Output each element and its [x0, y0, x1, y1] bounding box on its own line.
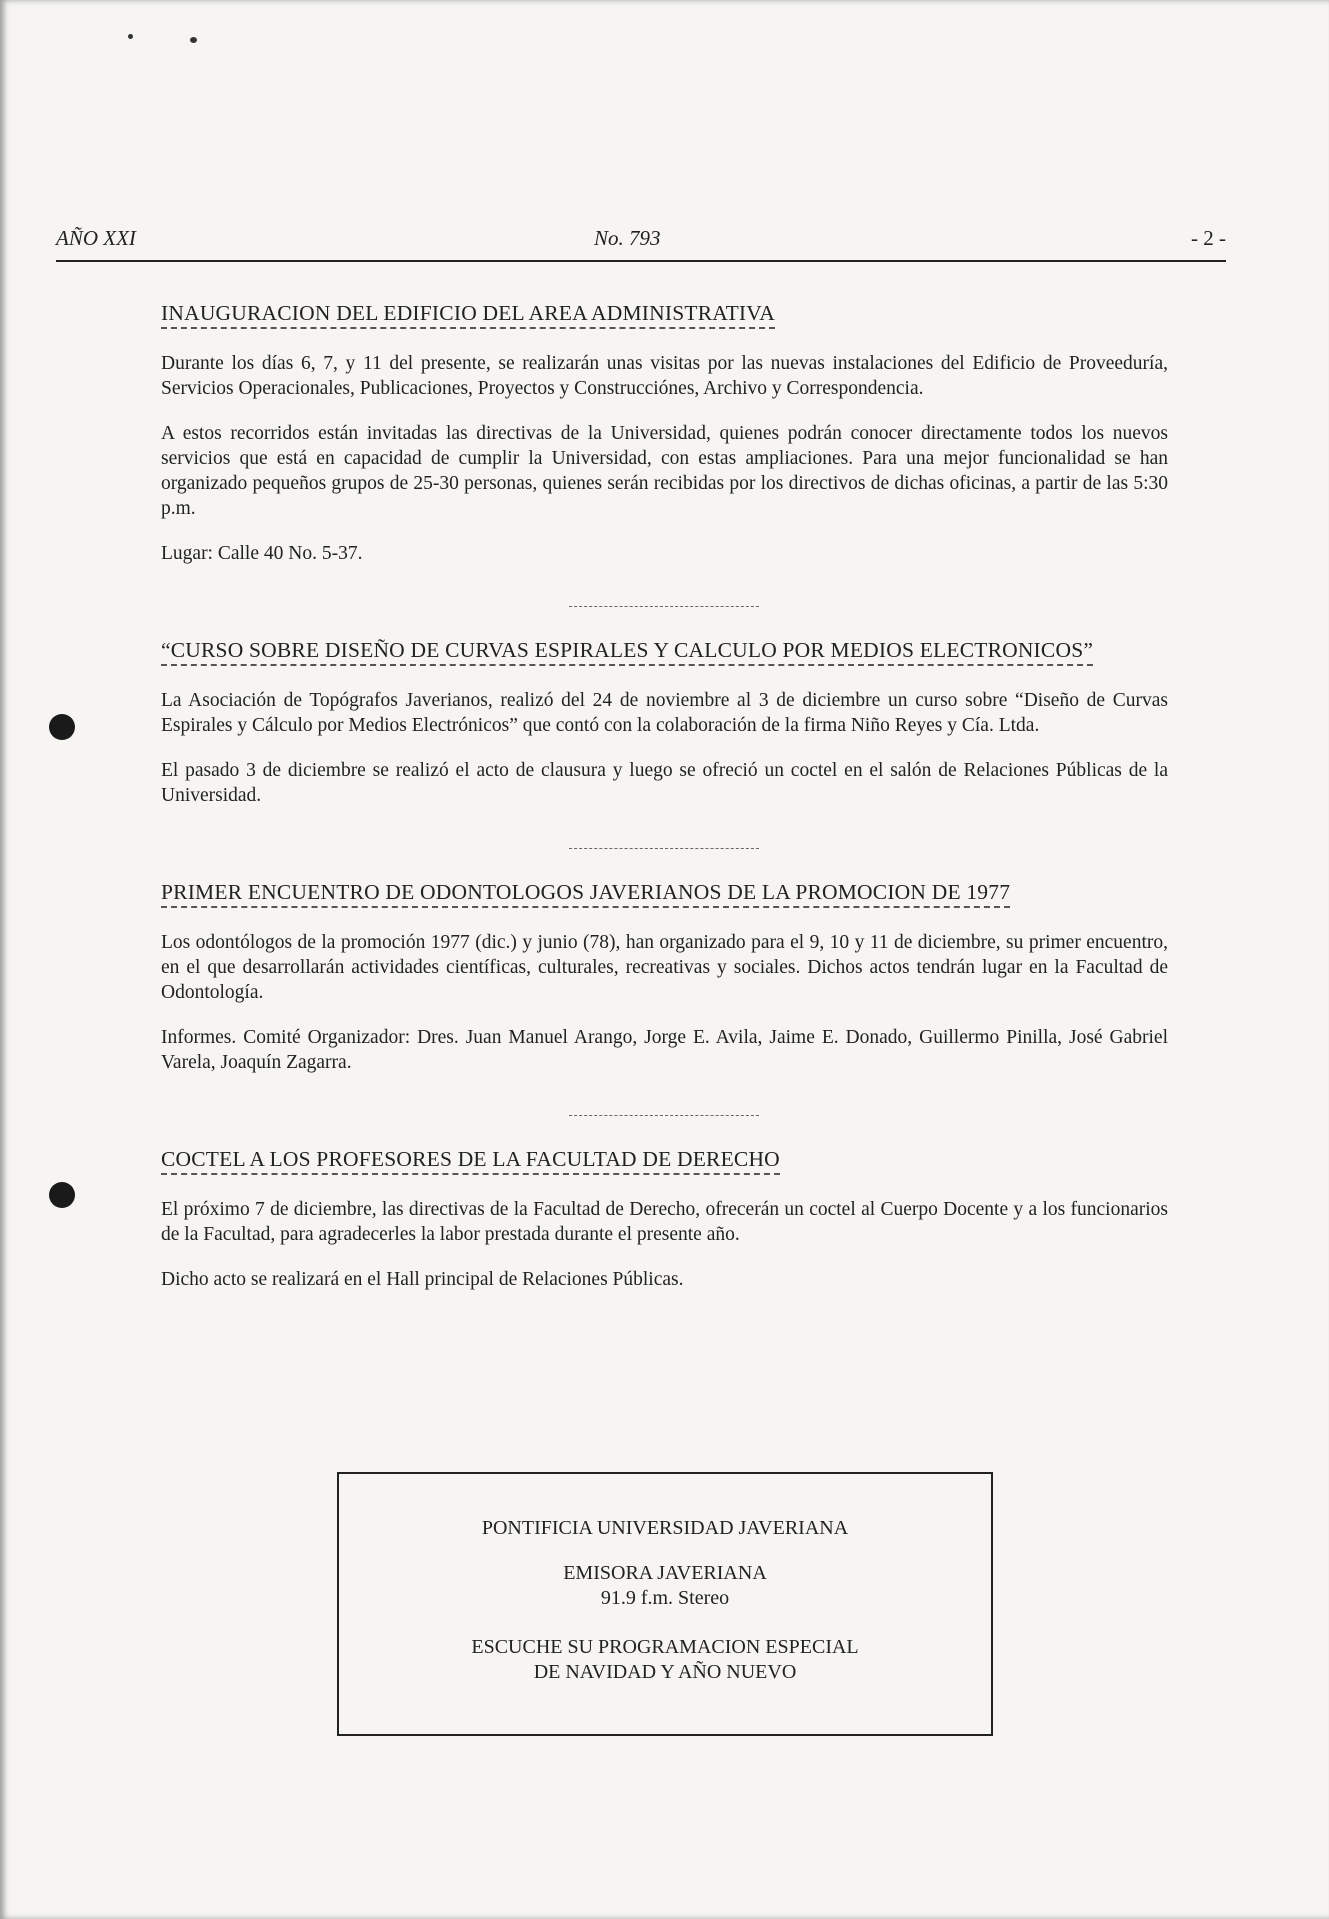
- header-issue: No. 793: [594, 226, 661, 250]
- article-paragraph: Dicho acto se realizará en el Hall principal de Relaciones Públicas.: [161, 1269, 684, 1290]
- article-title: “CURSO SOBRE DISEÑO DE CURVAS ESPIRALES Y CALCULO POR MEDIOS ELECTRONICOS”: [161, 637, 1093, 666]
- article-paragraph: Informes. Comité Organizador: Dres. Juan Manuel Arango, Jorge E. Avila, Jaime E. Donado, Guillermo Pinilla, José Gabriel Varela, Joaquín Zagarra.: [161, 1027, 1168, 1073]
- article-curso: [161, 637, 1168, 808]
- article-paragraph: Lugar: Calle 40 No. 5-37.: [161, 543, 363, 564]
- ink-speck: [128, 34, 133, 39]
- box-station-name: EMISORA JAVERIANA: [563, 1562, 767, 1584]
- header-year: AÑO XXI: [56, 226, 136, 250]
- radio-announcement-box: [337, 1472, 993, 1736]
- box-university-name: PONTIFICIA UNIVERSIDAD JAVERIANA: [481, 1517, 849, 1539]
- punch-hole: [49, 714, 75, 740]
- articles-column: [161, 300, 1168, 1312]
- article-paragraph: El próximo 7 de diciembre, las directivas de la Facultad de Derecho, ofrecerán un coctel al Cuerpo Docente y a los funcionarios de la Facultad, para agradecerles la labor prestada durante el presente año.: [161, 1199, 1168, 1245]
- box-program-line2: DE NAVIDAD Y AÑO NUEVO: [533, 1661, 797, 1683]
- article-title: COCTEL A LOS PROFESORES DE LA FACULTAD DE DERECHO: [161, 1146, 780, 1175]
- article-title: INAUGURACION DEL EDIFICIO DEL AREA ADMINISTRATIVA: [161, 300, 775, 329]
- article-paragraph: La Asociación de Topógrafos Javerianos, realizó del 24 de noviembre al 3 de diciembre un curso sobre “Diseño de Curvas Espirales y Cálculo por Medios Electrónicos” que contó con la colaboración de la firma Niño Reyes y Cía. Ltda.: [161, 690, 1168, 736]
- punch-hole: [49, 1182, 75, 1208]
- article-odontologos: [161, 879, 1168, 1075]
- article-inauguracion: [161, 300, 1168, 566]
- ink-speck: [190, 37, 197, 43]
- box-program-line1: ESCUCHE SU PROGRAMACION ESPECIAL: [471, 1636, 859, 1658]
- article-coctel: [161, 1146, 1168, 1292]
- article-paragraph: El pasado 3 de diciembre se realizó el acto de clausura y luego se ofreció un coctel en el salón de Relaciones Públicas de la Universidad.: [161, 760, 1168, 806]
- article-paragraph: Los odontólogos de la promoción 1977 (dic.) y junio (78), han organizado para el 9, 10 y 11 de diciembre, su primer encuentro, en el que desarrollarán actividades científicas, culturales, recreativas y sociales. Dichos actos tendrán lugar en la Facultad de Odontología.: [161, 932, 1168, 1003]
- section-separator: [569, 606, 759, 607]
- box-frequency: 91.9 f.m. Stereo: [600, 1587, 730, 1609]
- section-separator: [569, 848, 759, 849]
- section-separator: [569, 1115, 759, 1116]
- article-paragraph: A estos recorridos están invitadas las directivas de la Universidad, quienes podrán conocer directamente todos los nuevos servicios que está en capacidad de cumplir la Universidad, con estas ampliaciones. Para una mejor funcionalidad se han organizado pequeños grupos de 25-30 personas, quienes serán recibidas por los directivos de dichas oficinas, a partir de las 5:30 p.m.: [161, 423, 1168, 519]
- article-paragraph: Durante los días 6, 7, y 11 del presente, se realizarán unas visitas por las nuevas instalaciones del Edificio de Proveeduría, Servicios Operacionales, Publicaciones, Proyectos y Construcciónes, Archivo y Correspondencia.: [161, 353, 1168, 399]
- page-header: [56, 226, 1226, 262]
- article-title: PRIMER ENCUENTRO DE ODONTOLOGOS JAVERIANOS DE LA PROMOCION DE 1977: [161, 879, 1010, 908]
- header-page-number: - 2 -: [1191, 226, 1226, 250]
